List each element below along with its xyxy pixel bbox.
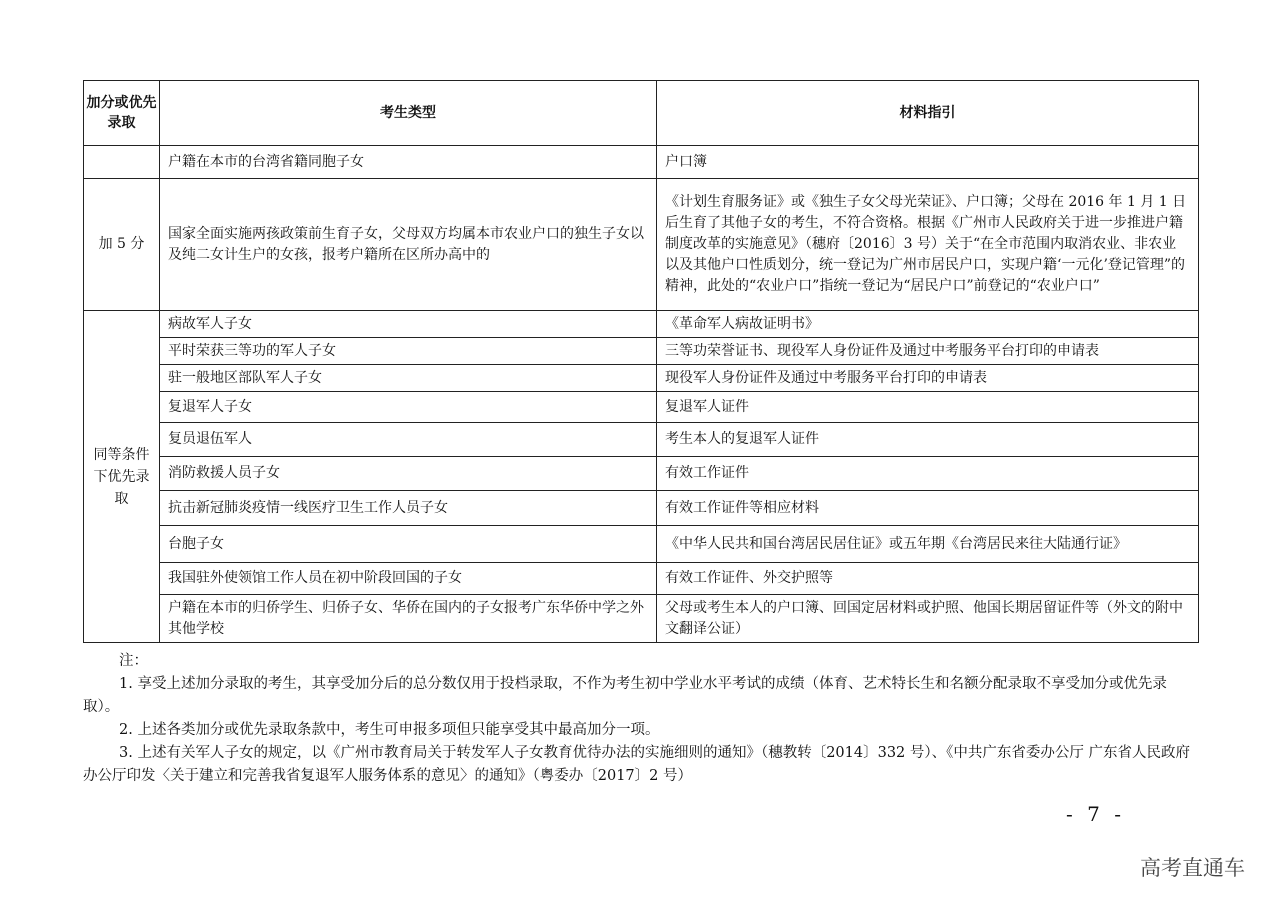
- type-cell: 复员退伍军人: [160, 423, 657, 457]
- note-item: 3. 上述有关军人子女的规定，以《广州市教育局关于转发军人子女教育优待办法的实施细则的通知》（穗教转〔2014〕332 号）、《中共广东省委办公厅 广东省人民政府办公厅印发〈关于建立和完善我省复退军人服务体系的意见〉的通知》（粤委办〔2017〕2 号）: [83, 745, 1190, 784]
- category-cell: 加 5 分: [84, 179, 160, 311]
- header-category: 加分或优先录取: [84, 81, 160, 146]
- guide-cell: 考生本人的复退军人证件: [657, 423, 1199, 457]
- table-header-row: [84, 81, 1199, 146]
- type-cell: 复退军人子女: [160, 392, 657, 423]
- type-cell: 消防救援人员子女: [160, 457, 657, 491]
- table-row: [84, 338, 1199, 365]
- watermark-text: 高考直通车: [1140, 856, 1245, 880]
- note-item: 2. 上述各类加分或优先录取条款中，考生可申报多项但只能享受其中最高加分一项。: [119, 722, 660, 738]
- type-cell: 驻一般地区部队军人子女: [160, 365, 657, 392]
- table-row: [84, 457, 1199, 491]
- table-row: [84, 146, 1199, 179]
- type-cell: 国家全面实施两孩政策前生育子女，父母双方均属本市农业户口的独生子女以及纯二女计生户的女孩，报考户籍所在区所办高中的: [160, 179, 657, 311]
- guide-cell: 户口簿: [657, 146, 1199, 179]
- notes-label: 注：: [119, 653, 148, 669]
- table-row: [84, 423, 1199, 457]
- page-number: - 7 -: [1066, 802, 1125, 826]
- table-row: [84, 526, 1199, 563]
- guide-cell: 《中华人民共和国台湾居民居住证》或五年期《台湾居民来往大陆通行证》: [657, 526, 1199, 563]
- table-row: [84, 311, 1199, 338]
- type-cell: 病故军人子女: [160, 311, 657, 338]
- type-cell: 户籍在本市的归侨学生、归侨子女、华侨在国内的子女报考广东华侨中学之外其他学校: [160, 595, 657, 643]
- table-row: [84, 491, 1199, 526]
- type-cell: 台胞子女: [160, 526, 657, 563]
- guide-cell: 现役军人身份证件及通过中考服务平台打印的申请表: [657, 365, 1199, 392]
- table-row: [84, 365, 1199, 392]
- header-guide: 材料指引: [657, 81, 1199, 146]
- table-row: [84, 179, 1199, 311]
- guide-cell: 有效工作证件: [657, 457, 1199, 491]
- table-row: [84, 595, 1199, 643]
- type-cell: 抗击新冠肺炎疫情一线医疗卫生工作人员子女: [160, 491, 657, 526]
- note-item: 1. 享受上述加分录取的考生，其享受加分后的总分数仅用于投档录取，不作为考生初中学业水平考试的成绩（体育、艺术特长生和名额分配录取不享受加分或优先录取）。: [83, 676, 1167, 715]
- header-type: 考生类型: [160, 81, 657, 146]
- notes-section: [83, 650, 1198, 788]
- guide-cell: 复退军人证件: [657, 392, 1199, 423]
- guide-cell: 有效工作证件等相应材料: [657, 491, 1199, 526]
- guide-cell: 《计划生育服务证》或《独生子女父母光荣证》、户口簿；父母在 2016 年 1 月 1 日后生育了其他子女的考生，不符合资格。根据《广州市人民政府关于进一步推进户籍制度改革的实施意见》（穗府〔2016〕3 号）关于“在全市范围内取消农业、非农业以及其他户口性质划分，统一登记为广州市居民户口，实现户籍‘一元化’登记管理”的精神，此处的“农业户口”指统一登记为“居民户口”前登记的“农业户口”: [657, 179, 1199, 311]
- materials-table: [83, 80, 1199, 643]
- guide-cell: 三等功荣誉证书、现役军人身份证件及通过中考服务平台打印的申请表: [657, 338, 1199, 365]
- type-cell: 户籍在本市的台湾省籍同胞子女: [160, 146, 657, 179]
- guide-cell: 父母或考生本人的户口簿、回国定居材料或护照、他国长期居留证件等（外文的附中文翻译公证）: [657, 595, 1199, 643]
- guide-cell: 《革命军人病故证明书》: [657, 311, 1199, 338]
- category-cell: [84, 146, 160, 179]
- guide-cell: 有效工作证件、外交护照等: [657, 563, 1199, 595]
- type-cell: 平时荣获三等功的军人子女: [160, 338, 657, 365]
- table-row: [84, 563, 1199, 595]
- type-cell: 我国驻外使领馆工作人员在初中阶段回国的子女: [160, 563, 657, 595]
- table-row: [84, 392, 1199, 423]
- priority-category-cell: 同等条件下优先录取: [84, 311, 160, 643]
